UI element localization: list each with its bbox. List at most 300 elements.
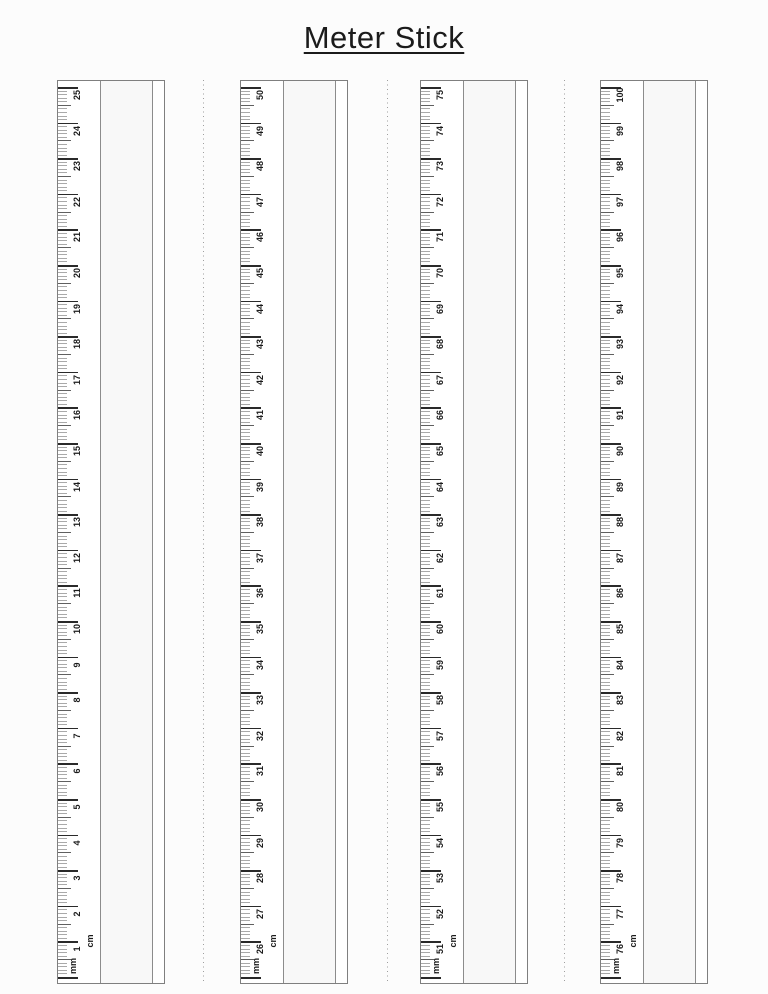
tick-mm bbox=[421, 824, 430, 825]
tick-mm bbox=[601, 358, 610, 359]
tick-mm bbox=[601, 749, 610, 750]
tick-mm bbox=[58, 739, 67, 740]
tick-mm bbox=[421, 771, 430, 772]
tick-half-cm bbox=[421, 532, 434, 533]
tick-half-cm bbox=[601, 176, 614, 177]
tick-mm bbox=[58, 856, 67, 857]
tick-mm bbox=[421, 333, 430, 334]
tick-mm bbox=[241, 151, 250, 152]
cm-number-label: 32 bbox=[255, 730, 265, 741]
tick-cm bbox=[601, 977, 621, 979]
tick-mm bbox=[241, 244, 250, 245]
tick-mm bbox=[601, 290, 610, 291]
tick-mm bbox=[421, 899, 430, 900]
tick-mm bbox=[58, 493, 67, 494]
tick-mm bbox=[421, 607, 430, 608]
tick-half-cm bbox=[601, 603, 614, 604]
tick-mm bbox=[241, 660, 250, 661]
tick-mm bbox=[58, 867, 67, 868]
cm-unit-label: cm bbox=[628, 934, 638, 948]
tick-mm bbox=[601, 297, 610, 298]
tick-half-cm bbox=[601, 852, 614, 853]
tick-mm bbox=[58, 845, 67, 846]
tick-mm bbox=[601, 778, 610, 779]
cm-number-label: 79 bbox=[615, 837, 625, 848]
tick-mm bbox=[421, 820, 430, 821]
tick-mm bbox=[58, 183, 67, 184]
tick-mm bbox=[421, 187, 430, 188]
tick-mm bbox=[421, 731, 430, 732]
tick-half-cm bbox=[601, 817, 614, 818]
tick-mm bbox=[58, 617, 67, 618]
tick-half-cm bbox=[601, 283, 614, 284]
tick-mm bbox=[58, 507, 67, 508]
tick-mm bbox=[241, 133, 250, 134]
tick-mm bbox=[601, 133, 610, 134]
tick-mm bbox=[421, 94, 430, 95]
tick-mm bbox=[241, 108, 250, 109]
tick-mm bbox=[58, 482, 67, 483]
tick-half-cm bbox=[601, 247, 614, 248]
tick-mm bbox=[421, 276, 430, 277]
tick-mm bbox=[421, 219, 430, 220]
tick-mm bbox=[421, 148, 430, 149]
cm-number-label: 69 bbox=[435, 303, 445, 314]
tick-mm bbox=[421, 350, 430, 351]
cm-number-label: 7 bbox=[72, 733, 82, 739]
tick-half-cm bbox=[421, 817, 434, 818]
tick-mm bbox=[58, 536, 67, 537]
column-divider-line bbox=[695, 81, 696, 983]
tick-mm bbox=[421, 233, 430, 234]
cm-number-label: 49 bbox=[255, 125, 265, 136]
tick-half-cm bbox=[421, 639, 434, 640]
tick-mm bbox=[241, 279, 250, 280]
tick-mm bbox=[421, 877, 430, 878]
tick-mm bbox=[601, 571, 610, 572]
tick-half-cm bbox=[421, 603, 434, 604]
tick-mm bbox=[241, 187, 250, 188]
tick-mm bbox=[421, 842, 430, 843]
tick-half-cm bbox=[421, 461, 434, 462]
tick-mm bbox=[58, 525, 67, 526]
tick-mm bbox=[241, 635, 250, 636]
tick-mm bbox=[58, 233, 67, 234]
tick-mm bbox=[58, 913, 67, 914]
blank-column bbox=[464, 81, 515, 983]
tick-half-cm bbox=[241, 924, 254, 925]
cm-number-label: 1 bbox=[72, 946, 82, 952]
cm-number-label: 28 bbox=[255, 873, 265, 884]
cm-number-label: 3 bbox=[72, 875, 82, 881]
tick-mm bbox=[241, 756, 250, 757]
tick-mm bbox=[421, 575, 430, 576]
tick-mm bbox=[601, 934, 610, 935]
cm-number-label: 83 bbox=[615, 695, 625, 706]
tick-mm bbox=[421, 920, 430, 921]
tick-half-cm bbox=[601, 212, 614, 213]
tick-mm bbox=[601, 756, 610, 757]
cm-number-label: 96 bbox=[615, 232, 625, 243]
tick-mm bbox=[241, 596, 250, 597]
tick-mm bbox=[421, 432, 430, 433]
tick-mm bbox=[58, 561, 67, 562]
tick-mm bbox=[421, 646, 430, 647]
tick-mm bbox=[58, 180, 67, 181]
tick-mm bbox=[241, 251, 250, 252]
tick-mm bbox=[601, 172, 610, 173]
tick-mm bbox=[58, 717, 67, 718]
tick-mm bbox=[601, 696, 610, 697]
tick-mm bbox=[601, 326, 610, 327]
tick-mm bbox=[421, 375, 430, 376]
ruler-segment-2 bbox=[240, 80, 348, 984]
tick-mm bbox=[421, 632, 430, 633]
cm-number-label: 13 bbox=[72, 517, 82, 528]
tick-mm bbox=[601, 842, 610, 843]
tick-mm bbox=[58, 650, 67, 651]
tick-mm bbox=[58, 703, 67, 704]
tick-mm bbox=[58, 756, 67, 757]
cm-number-label: 77 bbox=[615, 908, 625, 919]
tick-mm bbox=[241, 343, 250, 344]
tick-mm bbox=[601, 931, 610, 932]
tick-mm bbox=[601, 254, 610, 255]
tick-mm bbox=[241, 94, 250, 95]
tick-half-cm bbox=[421, 924, 434, 925]
tick-half-cm bbox=[601, 710, 614, 711]
tick-mm bbox=[58, 909, 67, 910]
tick-mm bbox=[58, 838, 67, 839]
tick-mm bbox=[421, 706, 430, 707]
tick-mm bbox=[601, 251, 610, 252]
tick-mm bbox=[58, 244, 67, 245]
tick-mm bbox=[601, 881, 610, 882]
tick-mm bbox=[58, 439, 67, 440]
tick-mm bbox=[421, 849, 430, 850]
tick-mm bbox=[58, 660, 67, 661]
tick-mm bbox=[241, 685, 250, 686]
cm-number-label: 75 bbox=[435, 90, 445, 101]
tick-half-cm bbox=[58, 532, 71, 533]
tick-mm bbox=[421, 600, 430, 601]
tick-mm bbox=[601, 788, 610, 789]
tick-mm bbox=[58, 895, 67, 896]
tick-mm bbox=[601, 650, 610, 651]
cm-number-label: 23 bbox=[72, 161, 82, 172]
cm-number-label: 73 bbox=[435, 161, 445, 172]
tick-mm bbox=[601, 276, 610, 277]
tick-mm bbox=[421, 137, 430, 138]
cm-number-label: 35 bbox=[255, 624, 265, 635]
tick-mm bbox=[58, 91, 67, 92]
tick-mm bbox=[241, 365, 250, 366]
tick-mm bbox=[241, 610, 250, 611]
tick-mm bbox=[58, 696, 67, 697]
tick-half-cm bbox=[421, 140, 434, 141]
tick-mm bbox=[421, 664, 430, 665]
tick-mm bbox=[241, 500, 250, 501]
cm-number-label: 65 bbox=[435, 446, 445, 457]
tick-mm bbox=[241, 778, 250, 779]
tick-mm bbox=[58, 582, 67, 583]
tick-half-cm bbox=[601, 496, 614, 497]
cm-number-label: 97 bbox=[615, 196, 625, 207]
tick-mm bbox=[601, 895, 610, 896]
tick-mm bbox=[421, 169, 430, 170]
tick-mm bbox=[421, 546, 430, 547]
tick-mm bbox=[421, 735, 430, 736]
tick-half-cm bbox=[241, 710, 254, 711]
tick-half-cm bbox=[58, 247, 71, 248]
cm-number-label: 15 bbox=[72, 446, 82, 457]
tick-mm bbox=[241, 877, 250, 878]
tick-mm bbox=[58, 311, 67, 312]
tick-mm bbox=[601, 108, 610, 109]
tick-mm bbox=[241, 874, 250, 875]
tick-half-cm bbox=[421, 105, 434, 106]
tick-mm bbox=[601, 642, 610, 643]
tick-mm bbox=[58, 664, 67, 665]
tick-mm bbox=[58, 101, 67, 102]
tick-mm bbox=[58, 892, 67, 893]
tick-mm bbox=[601, 457, 610, 458]
cm-number-label: 71 bbox=[435, 232, 445, 243]
tick-mm bbox=[421, 917, 430, 918]
tick-mm bbox=[601, 98, 610, 99]
tick-mm bbox=[58, 596, 67, 597]
tick-mm bbox=[421, 272, 430, 273]
tick-mm bbox=[58, 162, 67, 163]
tick-mm bbox=[601, 589, 610, 590]
tick-mm bbox=[601, 500, 610, 501]
tick-mm bbox=[58, 749, 67, 750]
tick-mm bbox=[241, 806, 250, 807]
column-divider-line bbox=[643, 81, 644, 983]
cm-number-label: 12 bbox=[72, 552, 82, 563]
tick-mm bbox=[241, 860, 250, 861]
tick-mm bbox=[421, 528, 430, 529]
cm-number-label: 22 bbox=[72, 196, 82, 207]
tick-mm bbox=[421, 525, 430, 526]
tick-mm bbox=[421, 895, 430, 896]
tick-mm bbox=[421, 400, 430, 401]
cm-number-label: 34 bbox=[255, 659, 265, 670]
tick-mm bbox=[58, 464, 67, 465]
tick-mm bbox=[241, 582, 250, 583]
tick-mm bbox=[421, 909, 430, 910]
tick-mm bbox=[421, 760, 430, 761]
tick-mm bbox=[421, 792, 430, 793]
tick-mm bbox=[58, 208, 67, 209]
tick-mm bbox=[421, 393, 430, 394]
tick-mm bbox=[241, 165, 250, 166]
tick-mm bbox=[421, 340, 430, 341]
tick-mm bbox=[421, 724, 430, 725]
tick-mm bbox=[241, 753, 250, 754]
tick-half-cm bbox=[241, 568, 254, 569]
tick-mm bbox=[241, 226, 250, 227]
tick-mm bbox=[58, 614, 67, 615]
tick-mm bbox=[601, 343, 610, 344]
tick-mm bbox=[58, 411, 67, 412]
tick-mm bbox=[601, 682, 610, 683]
tick-half-cm bbox=[58, 425, 71, 426]
tick-mm bbox=[421, 101, 430, 102]
tick-mm bbox=[241, 607, 250, 608]
tick-mm bbox=[241, 792, 250, 793]
tick-half-cm bbox=[421, 283, 434, 284]
tick-mm bbox=[58, 646, 67, 647]
tick-mm bbox=[601, 190, 610, 191]
tick-mm bbox=[241, 304, 250, 305]
tick-half-cm bbox=[58, 176, 71, 177]
tick-mm bbox=[601, 279, 610, 280]
cm-number-label: 90 bbox=[615, 446, 625, 457]
cm-number-label: 42 bbox=[255, 374, 265, 385]
tick-mm bbox=[241, 180, 250, 181]
tick-mm bbox=[58, 511, 67, 512]
tick-mm bbox=[421, 881, 430, 882]
tick-mm bbox=[241, 386, 250, 387]
tick-mm bbox=[58, 553, 67, 554]
tick-half-cm bbox=[58, 603, 71, 604]
tick-half-cm bbox=[421, 496, 434, 497]
tick-mm bbox=[58, 742, 67, 743]
cm-number-label: 92 bbox=[615, 374, 625, 385]
tick-half-cm bbox=[58, 354, 71, 355]
tick-mm bbox=[58, 671, 67, 672]
tick-mm bbox=[421, 838, 430, 839]
tick-mm bbox=[241, 208, 250, 209]
tick-half-cm bbox=[241, 603, 254, 604]
tick-mm bbox=[58, 628, 67, 629]
tick-cm bbox=[58, 977, 78, 979]
tick-half-cm bbox=[58, 461, 71, 462]
tick-mm bbox=[601, 678, 610, 679]
tick-mm bbox=[241, 557, 250, 558]
tick-mm bbox=[601, 482, 610, 483]
tick-mm bbox=[601, 144, 610, 145]
tick-mm bbox=[58, 358, 67, 359]
tick-mm bbox=[241, 699, 250, 700]
tick-mm bbox=[58, 607, 67, 608]
tick-mm bbox=[421, 144, 430, 145]
tick-mm bbox=[241, 269, 250, 270]
tick-mm bbox=[58, 329, 67, 330]
cm-number-label: 25 bbox=[72, 90, 82, 101]
cut-line bbox=[203, 80, 204, 984]
tick-mm bbox=[601, 286, 610, 287]
tick-mm bbox=[58, 767, 67, 768]
tick-mm bbox=[241, 653, 250, 654]
tick-half-cm bbox=[58, 888, 71, 889]
cm-number-label: 50 bbox=[255, 90, 265, 101]
tick-mm bbox=[601, 244, 610, 245]
tick-mm bbox=[241, 909, 250, 910]
tick-mm bbox=[241, 628, 250, 629]
tick-mm bbox=[241, 884, 250, 885]
tick-mm bbox=[421, 934, 430, 935]
tick-mm bbox=[58, 190, 67, 191]
tick-mm bbox=[241, 162, 250, 163]
tick-mm bbox=[601, 375, 610, 376]
cm-number-label: 44 bbox=[255, 303, 265, 314]
tick-mm bbox=[58, 706, 67, 707]
tick-mm bbox=[241, 415, 250, 416]
tick-mm bbox=[601, 137, 610, 138]
tick-mm bbox=[58, 144, 67, 145]
tick-mm bbox=[421, 867, 430, 868]
tick-mm bbox=[58, 172, 67, 173]
tick-cm bbox=[421, 977, 441, 979]
cm-number-label: 61 bbox=[435, 588, 445, 599]
tick-mm bbox=[601, 347, 610, 348]
tick-mm bbox=[601, 429, 610, 430]
tick-mm bbox=[58, 593, 67, 594]
tick-mm bbox=[601, 504, 610, 505]
tick-mm bbox=[241, 379, 250, 380]
tick-mm bbox=[241, 475, 250, 476]
tick-mm bbox=[58, 795, 67, 796]
tick-mm bbox=[241, 717, 250, 718]
tick-mm bbox=[601, 155, 610, 156]
tick-mm bbox=[601, 350, 610, 351]
tick-mm bbox=[601, 714, 610, 715]
tick-mm bbox=[58, 215, 67, 216]
tick-mm bbox=[601, 803, 610, 804]
tick-mm bbox=[601, 404, 610, 405]
tick-mm bbox=[241, 892, 250, 893]
cm-number-label: 33 bbox=[255, 695, 265, 706]
tick-mm bbox=[241, 258, 250, 259]
tick-mm bbox=[241, 856, 250, 857]
tick-mm bbox=[58, 116, 67, 117]
tick-mm bbox=[421, 806, 430, 807]
tick-mm bbox=[421, 269, 430, 270]
tick-mm bbox=[241, 788, 250, 789]
tick-mm bbox=[601, 536, 610, 537]
tick-mm bbox=[58, 475, 67, 476]
tick-half-cm bbox=[58, 674, 71, 675]
tick-half-cm bbox=[421, 746, 434, 747]
tick-mm bbox=[421, 642, 430, 643]
tick-mm bbox=[241, 358, 250, 359]
tick-mm bbox=[58, 375, 67, 376]
tick-mm bbox=[601, 311, 610, 312]
tick-half-cm bbox=[58, 781, 71, 782]
tick-mm bbox=[58, 578, 67, 579]
tick-mm bbox=[241, 902, 250, 903]
tick-mm bbox=[601, 892, 610, 893]
tick-mm bbox=[601, 671, 610, 672]
tick-mm bbox=[58, 774, 67, 775]
tick-mm bbox=[241, 375, 250, 376]
tick-mm bbox=[58, 361, 67, 362]
tick-mm bbox=[421, 237, 430, 238]
tick-mm bbox=[58, 938, 67, 939]
tick-mm bbox=[241, 205, 250, 206]
tick-mm bbox=[601, 528, 610, 529]
tick-mm bbox=[421, 326, 430, 327]
mm-unit-label: mm bbox=[611, 958, 621, 975]
tick-mm bbox=[241, 482, 250, 483]
tick-mm bbox=[601, 308, 610, 309]
tick-mm bbox=[241, 240, 250, 241]
column-divider-line bbox=[335, 81, 336, 983]
tick-mm bbox=[241, 333, 250, 334]
tick-mm bbox=[421, 475, 430, 476]
